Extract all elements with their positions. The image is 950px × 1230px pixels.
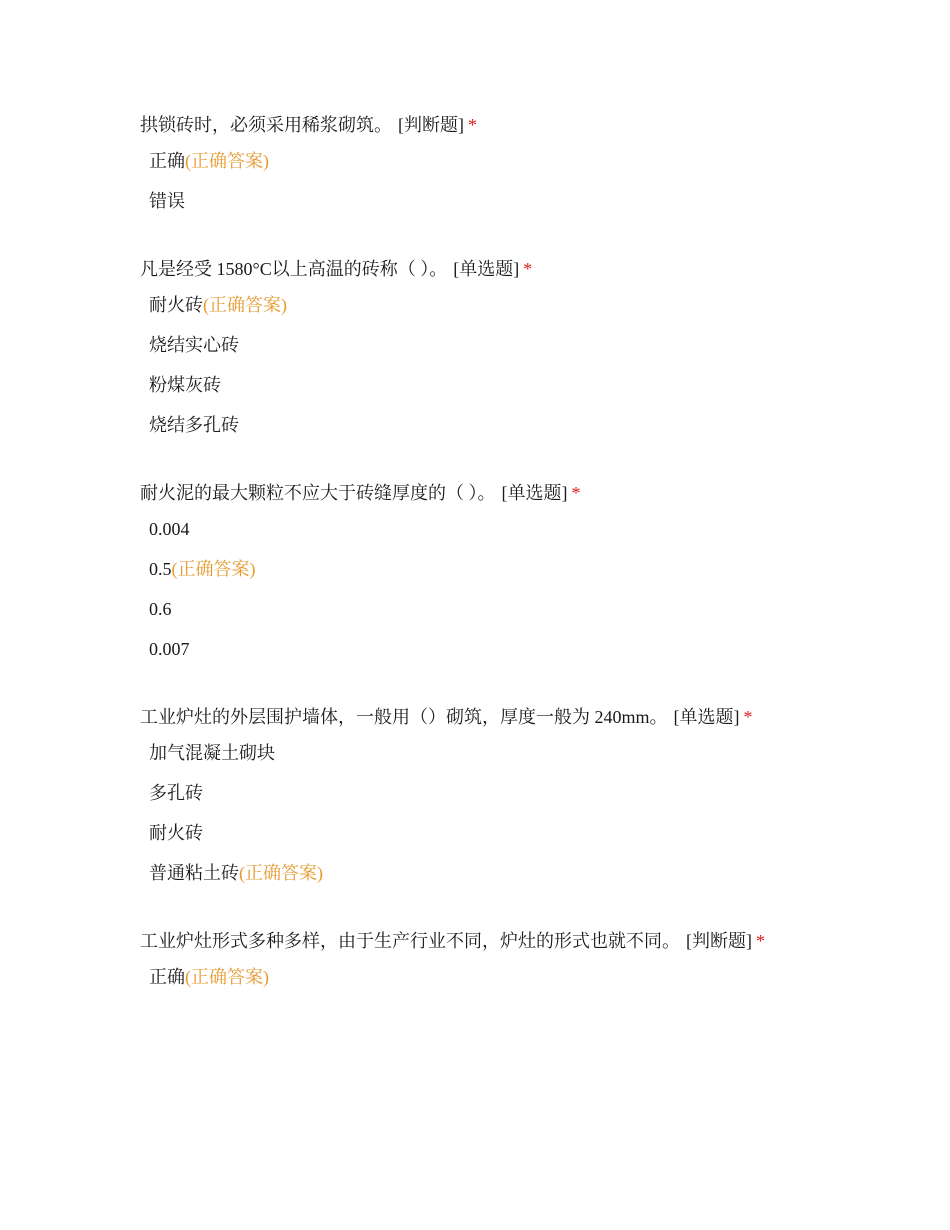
question-type-label: [判断题] bbox=[398, 115, 464, 135]
question-text: 耐火泥的最大颗粒不应大于砖缝厚度的（ ）。 bbox=[140, 483, 496, 503]
question-text: 工业炉灶的外层围护墙体，一般用（）砌筑，厚度一般为 240mm。 bbox=[140, 707, 668, 727]
option-text: 0.004 bbox=[149, 519, 190, 539]
option-item bbox=[149, 820, 900, 846]
question-title bbox=[140, 928, 900, 954]
option-item bbox=[149, 148, 900, 174]
question-2 bbox=[140, 256, 900, 438]
question-1 bbox=[140, 112, 900, 214]
option-text: 粉煤灰砖 bbox=[149, 375, 221, 395]
option-text: 烧结实心砖 bbox=[149, 335, 239, 355]
required-asterisk: * bbox=[523, 259, 533, 279]
option-item bbox=[149, 596, 900, 622]
option-list bbox=[140, 516, 900, 662]
option-text: 0.6 bbox=[149, 599, 172, 619]
question-type-label: [单选题] bbox=[501, 483, 568, 503]
question-title bbox=[140, 704, 900, 730]
option-text: 正确 bbox=[149, 967, 185, 987]
required-asterisk: * bbox=[571, 483, 581, 503]
option-item bbox=[149, 556, 900, 582]
option-text: 烧结多孔砖 bbox=[149, 415, 239, 435]
option-item bbox=[149, 412, 900, 438]
option-text: 耐火砖 bbox=[149, 823, 203, 843]
option-item bbox=[149, 372, 900, 398]
option-item bbox=[149, 740, 900, 766]
option-item bbox=[149, 292, 900, 318]
question-text: 工业炉灶形式多种多样，由于生产行业不同，炉灶的形式也就不同。 bbox=[140, 931, 680, 951]
required-asterisk: * bbox=[756, 931, 765, 951]
option-item bbox=[149, 860, 900, 886]
option-text: 0.007 bbox=[149, 639, 190, 659]
option-item bbox=[149, 964, 900, 990]
option-list bbox=[140, 292, 900, 438]
option-text: 0.5 bbox=[149, 559, 172, 579]
option-item bbox=[149, 780, 900, 806]
correct-answer-mark: (正确答案) bbox=[185, 151, 269, 171]
option-text: 普通粘土砖 bbox=[149, 863, 239, 883]
option-text: 加气混凝土砌块 bbox=[149, 743, 275, 763]
quiz-answer-sheet bbox=[140, 112, 900, 1032]
question-text: 拱锁砖时，必须采用稀浆砌筑。 bbox=[140, 115, 392, 135]
option-text: 耐火砖 bbox=[149, 295, 203, 315]
option-item bbox=[149, 332, 900, 358]
option-list bbox=[140, 740, 900, 886]
option-text: 错误 bbox=[149, 191, 185, 211]
option-list bbox=[140, 964, 900, 990]
question-type-label: [单选题] bbox=[673, 707, 740, 727]
question-3 bbox=[140, 480, 900, 662]
option-text: 多孔砖 bbox=[149, 783, 203, 803]
required-asterisk: * bbox=[743, 707, 753, 727]
question-text: 凡是经受 1580°C以上高温的砖称（ ）。 bbox=[140, 259, 448, 279]
question-type-label: [判断题] bbox=[686, 931, 752, 951]
correct-answer-mark: (正确答案) bbox=[185, 967, 269, 987]
correct-answer-mark: (正确答案) bbox=[171, 559, 256, 579]
option-item bbox=[149, 516, 900, 542]
question-4 bbox=[140, 704, 900, 886]
option-list bbox=[140, 148, 900, 214]
question-5 bbox=[140, 928, 900, 990]
question-type-label: [单选题] bbox=[453, 259, 520, 279]
option-item bbox=[149, 636, 900, 662]
option-item bbox=[149, 188, 900, 214]
correct-answer-mark: (正确答案) bbox=[203, 295, 287, 315]
option-text: 正确 bbox=[149, 151, 185, 171]
question-title bbox=[140, 112, 900, 138]
correct-answer-mark: (正确答案) bbox=[239, 863, 323, 883]
required-asterisk: * bbox=[468, 115, 477, 135]
question-title bbox=[140, 256, 900, 282]
question-title bbox=[140, 480, 900, 506]
